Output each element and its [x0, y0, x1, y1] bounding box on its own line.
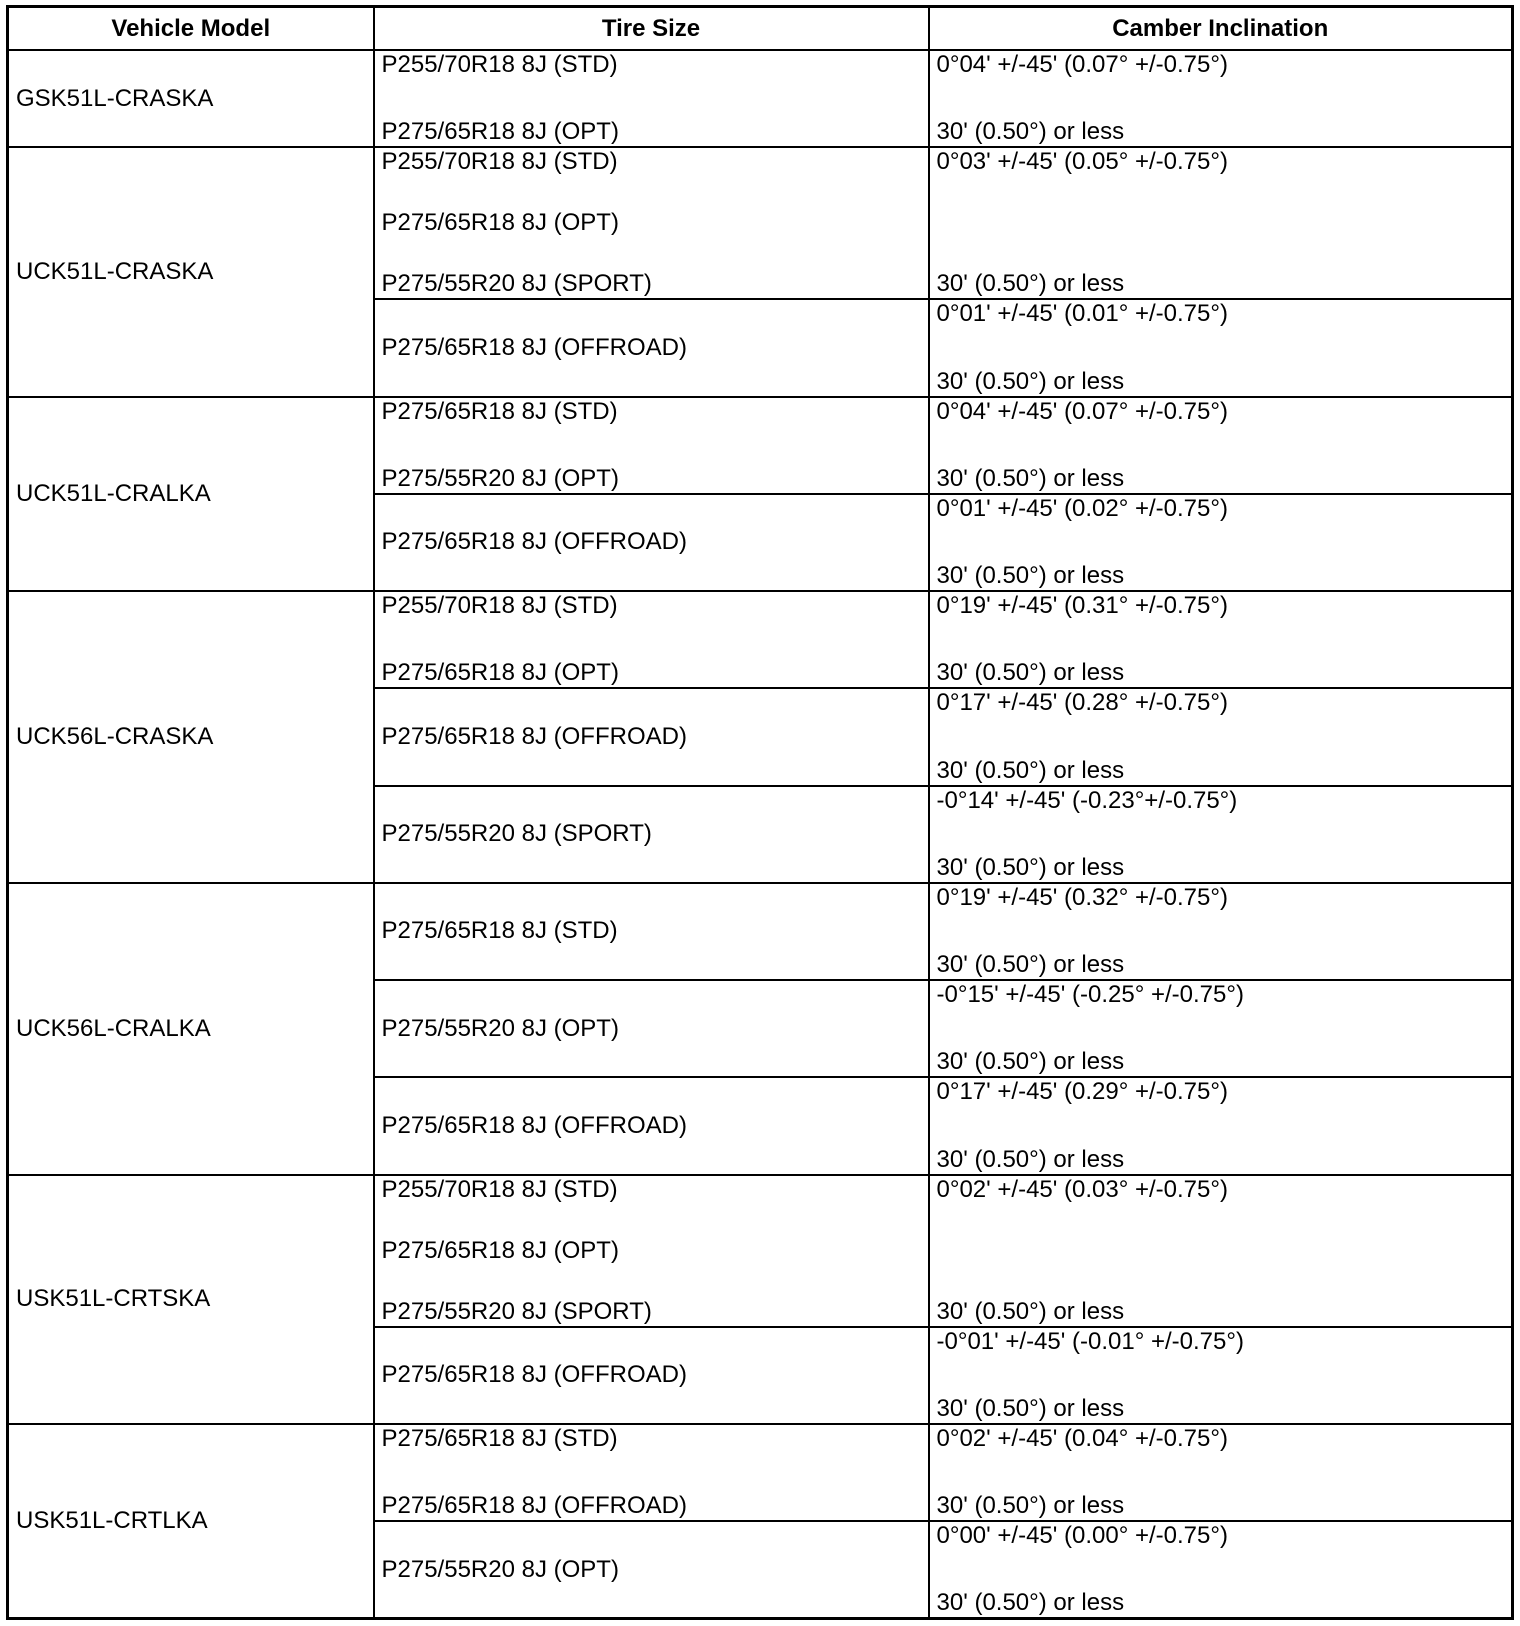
tire-size-cell	[374, 299, 929, 396]
tire-size-cell	[374, 883, 929, 980]
camber-cell	[929, 397, 1513, 494]
camber-cell	[929, 147, 1513, 299]
camber-value: 0°17' +/-45' (0.28° +/-0.75°)	[936, 689, 1228, 717]
camber-cell	[929, 591, 1513, 688]
camber-tolerance: 30' (0.50°) or less	[936, 367, 1125, 395]
tire-size: P275/65R18 8J (OPT)	[381, 118, 619, 146]
table-row	[8, 1424, 1513, 1521]
camber-cell	[929, 1521, 1513, 1618]
camber-tolerance: 30' (0.50°) or less	[936, 1492, 1125, 1520]
camber-cell	[929, 1175, 1513, 1327]
tire-size: P275/65R18 8J (OFFROAD)	[381, 722, 687, 750]
table-row	[8, 591, 1513, 688]
camber-value: -0°15' +/-45' (-0.25° +/-0.75°)	[936, 981, 1244, 1009]
camber-tolerance: 30' (0.50°) or less	[936, 853, 1125, 881]
table-row	[8, 147, 1513, 299]
camber-tolerance: 30' (0.50°) or less	[936, 464, 1125, 492]
tire-size-cell	[374, 50, 929, 147]
spec-body	[8, 50, 1513, 1619]
tire-size-cell	[374, 1521, 929, 1618]
tire-size-cell	[374, 591, 929, 688]
tire-size: P275/55R20 8J (SPORT)	[381, 1297, 652, 1325]
camber-cell	[929, 299, 1513, 396]
tire-size-cell	[374, 1175, 929, 1327]
vehicle-model-cell: UCK51L-CRALKA	[8, 397, 374, 592]
tire-size-cell	[374, 688, 929, 785]
table-row	[8, 50, 1513, 147]
header-vehicle-model: Vehicle Model	[8, 7, 374, 51]
tire-size: P275/65R18 8J (OFFROAD)	[381, 333, 687, 361]
header-row	[8, 7, 1513, 51]
tire-size-cell	[374, 397, 929, 494]
camber-value: 0°19' +/-45' (0.32° +/-0.75°)	[936, 883, 1228, 911]
tire-size: P275/65R18 8J (STD)	[381, 917, 618, 945]
vehicle-model-cell: GSK51L-CRASKA	[8, 50, 374, 147]
tire-size-cell	[374, 1077, 929, 1174]
table-row	[8, 397, 1513, 494]
tire-size: P275/65R18 8J (OFFROAD)	[381, 528, 687, 556]
camber-tolerance: 30' (0.50°) or less	[936, 951, 1125, 979]
camber-tolerance: 30' (0.50°) or less	[936, 562, 1125, 590]
tire-size: P275/55R20 8J (OPT)	[381, 1555, 619, 1583]
camber-value: 0°01' +/-45' (0.01° +/-0.75°)	[936, 300, 1228, 328]
camber-tolerance: 30' (0.50°) or less	[936, 270, 1125, 298]
camber-cell	[929, 980, 1513, 1077]
camber-tolerance: 30' (0.50°) or less	[936, 756, 1125, 784]
tire-size: P275/65R18 8J (OPT)	[381, 209, 619, 237]
vehicle-model-cell: UCK51L-CRASKA	[8, 147, 374, 396]
tire-size: P275/65R18 8J (STD)	[381, 397, 618, 425]
camber-cell	[929, 688, 1513, 785]
camber-value: 0°02' +/-45' (0.04° +/-0.75°)	[936, 1424, 1228, 1452]
table-row	[8, 1175, 1513, 1327]
camber-cell	[929, 50, 1513, 147]
camber-value: 0°04' +/-45' (0.07° +/-0.75°)	[936, 397, 1228, 425]
camber-tolerance: 30' (0.50°) or less	[936, 1394, 1125, 1422]
tire-size: P255/70R18 8J (STD)	[381, 148, 618, 176]
camber-value: 0°02' +/-45' (0.03° +/-0.75°)	[936, 1175, 1228, 1203]
camber-cell	[929, 1077, 1513, 1174]
camber-value: 0°04' +/-45' (0.07° +/-0.75°)	[936, 51, 1228, 78]
vehicle-model-cell: UCK56L-CRALKA	[8, 883, 374, 1175]
vehicle-model-cell: UCK56L-CRASKA	[8, 591, 374, 883]
table-row	[8, 883, 1513, 980]
tire-size: P275/65R18 8J (OFFROAD)	[381, 1361, 687, 1389]
tire-size: P255/70R18 8J (STD)	[381, 592, 618, 620]
camber-value: -0°14' +/-45' (-0.23°+/-0.75°)	[936, 786, 1238, 814]
vehicle-model-cell: USK51L-CRTSKA	[8, 1175, 374, 1424]
tire-size: P275/55R20 8J (OPT)	[381, 464, 619, 492]
tire-size: P255/70R18 8J (STD)	[381, 51, 618, 78]
camber-value: 0°17' +/-45' (0.29° +/-0.75°)	[936, 1078, 1228, 1106]
camber-spec-table	[6, 5, 1514, 1620]
tire-size-cell	[374, 786, 929, 883]
header-tire-size: Tire Size	[374, 7, 929, 51]
tire-size: P275/65R18 8J (OPT)	[381, 1236, 619, 1264]
tire-size: P275/55R20 8J (OPT)	[381, 1014, 619, 1042]
camber-cell	[929, 786, 1513, 883]
camber-cell	[929, 1327, 1513, 1424]
tire-size: P275/65R18 8J (OFFROAD)	[381, 1111, 687, 1139]
camber-value: 0°00' +/-45' (0.00° +/-0.75°)	[936, 1522, 1228, 1550]
vehicle-model-cell: USK51L-CRTLKA	[8, 1424, 374, 1619]
camber-value: 0°01' +/-45' (0.02° +/-0.75°)	[936, 494, 1228, 522]
camber-cell	[929, 494, 1513, 591]
camber-tolerance: 30' (0.50°) or less	[936, 659, 1125, 687]
camber-value: 0°19' +/-45' (0.31° +/-0.75°)	[936, 592, 1228, 620]
tire-size: P275/55R20 8J (SPORT)	[381, 270, 652, 298]
tire-size-cell	[374, 1327, 929, 1424]
tire-size-cell	[374, 494, 929, 591]
tire-size-cell	[374, 980, 929, 1077]
camber-tolerance: 30' (0.50°) or less	[936, 1589, 1125, 1616]
camber-value: -0°01' +/-45' (-0.01° +/-0.75°)	[936, 1327, 1244, 1355]
tire-size: P275/65R18 8J (OFFROAD)	[381, 1492, 687, 1520]
camber-value: 0°03' +/-45' (0.05° +/-0.75°)	[936, 148, 1228, 176]
header-camber-inclination: Camber Inclination	[929, 7, 1513, 51]
camber-tolerance: 30' (0.50°) or less	[936, 118, 1125, 146]
camber-tolerance: 30' (0.50°) or less	[936, 1297, 1125, 1325]
tire-size-cell	[374, 147, 929, 299]
tire-size: P275/65R18 8J (OPT)	[381, 659, 619, 687]
camber-cell	[929, 1424, 1513, 1521]
tire-size: P275/55R20 8J (SPORT)	[381, 820, 652, 848]
camber-tolerance: 30' (0.50°) or less	[936, 1048, 1125, 1076]
tire-size: P255/70R18 8J (STD)	[381, 1175, 618, 1203]
camber-tolerance: 30' (0.50°) or less	[936, 1145, 1125, 1173]
tire-size: P275/65R18 8J (STD)	[381, 1424, 618, 1452]
tire-size-cell	[374, 1424, 929, 1521]
camber-cell	[929, 883, 1513, 980]
